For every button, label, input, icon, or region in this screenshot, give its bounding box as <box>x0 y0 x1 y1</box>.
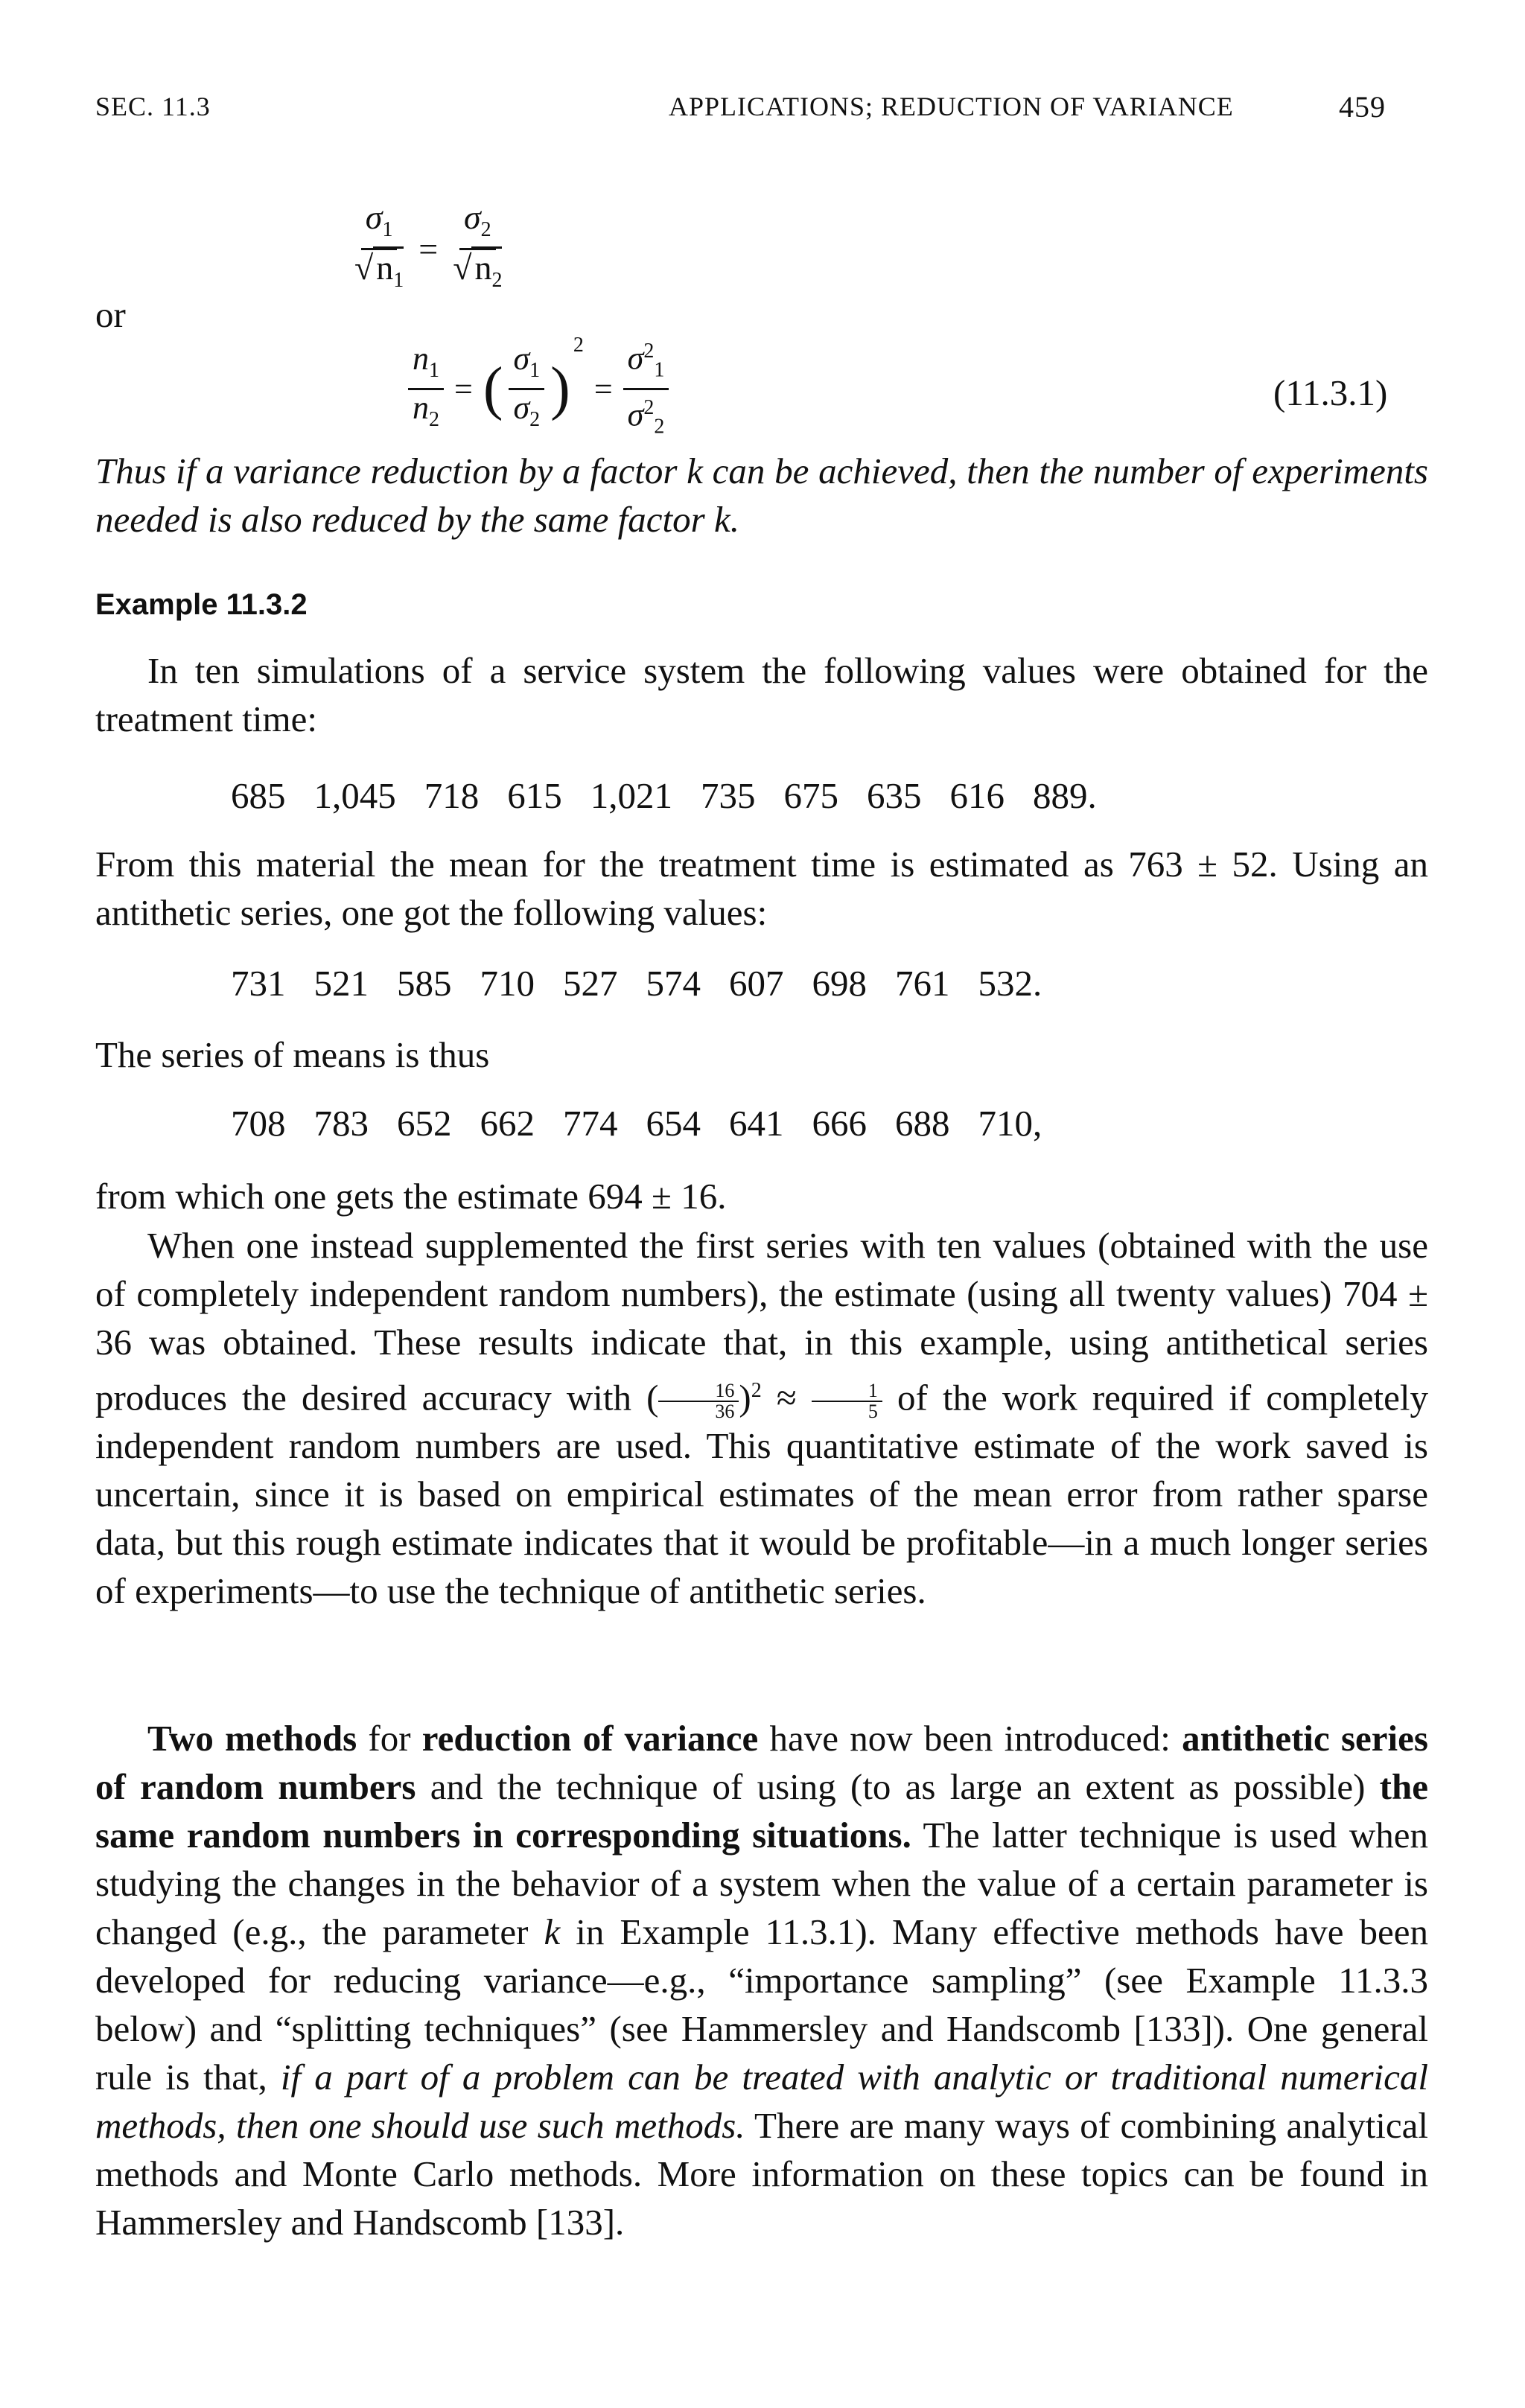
treatment-time-series <box>231 774 1097 817</box>
parameter-k: k <box>544 1911 561 1952</box>
series-value: 675 <box>783 775 838 816</box>
equation-sample-ratio: $\frac{n_1}{n_2}$ = ( $\frac{\sigma_1}{\sigma_2}$ ) 2 = $\frac{\sigma^2_1}{\sigma^2_2}$ <box>408 334 669 445</box>
series-value: 532. <box>978 963 1042 1004</box>
series-value: 688 <box>895 1103 950 1144</box>
antithetic-series <box>231 962 1042 1004</box>
bold-term-two-methods: Two methods <box>147 1718 357 1759</box>
series-value: 574 <box>646 963 701 1004</box>
series-value: 718 <box>424 775 480 816</box>
series-value: 616 <box>949 775 1005 816</box>
text-run: and the technique of using (to as large an extent as possible) <box>416 1766 1380 1807</box>
series-value: 698 <box>812 963 867 1004</box>
or-label: or <box>95 294 126 335</box>
series-value: 666 <box>812 1103 867 1144</box>
ratio-exponent: 2 <box>751 1379 762 1402</box>
one-fifth-fraction: $\frac{1}{5}$ <box>812 1381 882 1421</box>
page-number: 459 <box>1339 90 1386 124</box>
mean-estimate-text: From this material the mean for the treatment time is estimated as 763 ± 52. Using an antithetic series, one got the following values: <box>95 844 1428 933</box>
series-value: 685 <box>231 775 286 816</box>
series-value: 527 <box>563 963 618 1004</box>
equation-number: (11.3.1) <box>1273 372 1388 413</box>
series-value: 735 <box>701 775 756 816</box>
text-run: for <box>357 1718 422 1759</box>
equation-sigma-ratio: $\frac{\sigma_1}{√n_1}$ = $\frac{\sigma_2}{√n_2}$ <box>354 198 503 293</box>
series-value: 731 <box>231 963 286 1004</box>
text-run: have now been introduced: <box>758 1718 1182 1759</box>
series-value: 1,045 <box>313 775 396 816</box>
bold-term-antithetic: antithetic series of random numbers <box>95 1718 1428 1807</box>
series-value: 652 <box>397 1103 452 1144</box>
running-title: APPLICATIONS; REDUCTION OF VARIANCE <box>669 92 1234 121</box>
series-value: 615 <box>507 775 562 816</box>
paragraph-text-a: When one instead supplemented the first series with ten values (obtained with the use of completely independent random numbers), the estimate (using all twenty values) 704 ± 36 was obtained. These results indicate that, in this example, using antithetical series produces the desired accuracy with ( <box>95 1225 1428 1418</box>
series-value: 710 <box>480 963 535 1004</box>
text-run: There are many ways of combining analytical methods and Monte Carlo methods. More information on these topics can be found in Hammersley and Handscomb [133]. <box>95 2105 1428 2243</box>
series-value: 641 <box>729 1103 784 1144</box>
series-value: 710, <box>978 1103 1042 1144</box>
paragraph-text-b: of the work required if completely independent random numbers are used. This quantitative estimate of the work saved is uncertain, since it is based on empirical estimates of the mean error from rather sparse data, but this rough estimate indicates that it would be profitable—in a much longer series of experiments—to use the technique of antithetic series. <box>95 1377 1428 1612</box>
series-value: 662 <box>480 1103 535 1144</box>
series-value: 708 <box>231 1103 286 1144</box>
series-value: 585 <box>397 963 452 1004</box>
text-run: The latter technique is used when studying the changes in the behavior of a system when the value of a certain parameter is changed (e.g., the parameter <box>95 1815 1428 1952</box>
series-value: 1,021 <box>590 775 672 816</box>
series-value: 889. <box>1033 775 1097 816</box>
theorem-statement: Thus if a variance reduction by a factor k can be achieved, then the number of experiments needed is also reduced by the same factor k. <box>95 450 1428 540</box>
bold-term-reduction: reduction of variance <box>421 1718 759 1759</box>
ratio-fraction: $\frac{16}{36}$ <box>658 1381 739 1421</box>
work-saved-paragraph: When one instead supplemented the first series with ten values (obtained with the use of completely independent random numbers), the estimate (using all twenty values) 704 ± 36 was obtained. These results indicate that, in this example, using antithetical series produces the desired accuracy with ( $\frac{16}{36}$ )$^2$ ≈ $\frac{1}{5}$ of the work required if completely independent random numbers are used. This quantitative estimate of the work saved is uncertain, since it is based on empirical estimates of the mean error from rather sparse data, but this rough estimate indicates that it would be profitable—in a much longer series of experiments—to use the technique of antithetic series. <box>95 1225 1428 1612</box>
means-series <box>231 1102 1042 1144</box>
estimate-text: from which one gets the estimate 694 ± 16. <box>95 1176 727 1217</box>
bold-term-same-random: the same random numbers in corresponding situations. <box>95 1766 1428 1856</box>
approx-sign: ≈ <box>761 1377 812 1418</box>
series-value: 607 <box>729 963 784 1004</box>
example-intro: In ten simulations of a service system the following values were obtained for the treatment time: <box>95 650 1428 739</box>
series-value: 774 <box>563 1103 618 1144</box>
series-value: 521 <box>313 963 369 1004</box>
series-value: 635 <box>867 775 922 816</box>
text-run: in Example 11.3.1). Many effective methods have been developed for reducing variance—e.g., “importance sampling” (see Example 11.3.3 below) and “splitting techniques” (see Hammersley and Handscomb [133]). One general rule is that, <box>95 1911 1428 2098</box>
example-heading: Example 11.3.2 <box>95 588 308 621</box>
series-value: 783 <box>313 1103 369 1144</box>
means-intro: The series of means is thus <box>95 1034 490 1075</box>
series-value: 654 <box>646 1103 701 1144</box>
series-value: 761 <box>895 963 950 1004</box>
italic-rule: if a part of a problem can be treated with analytic or traditional numerical methods, then one should use such methods. <box>95 2057 1428 2146</box>
variance-methods-paragraph <box>95 1714 1428 2246</box>
section-number: SEC. 11.3 <box>95 92 211 121</box>
